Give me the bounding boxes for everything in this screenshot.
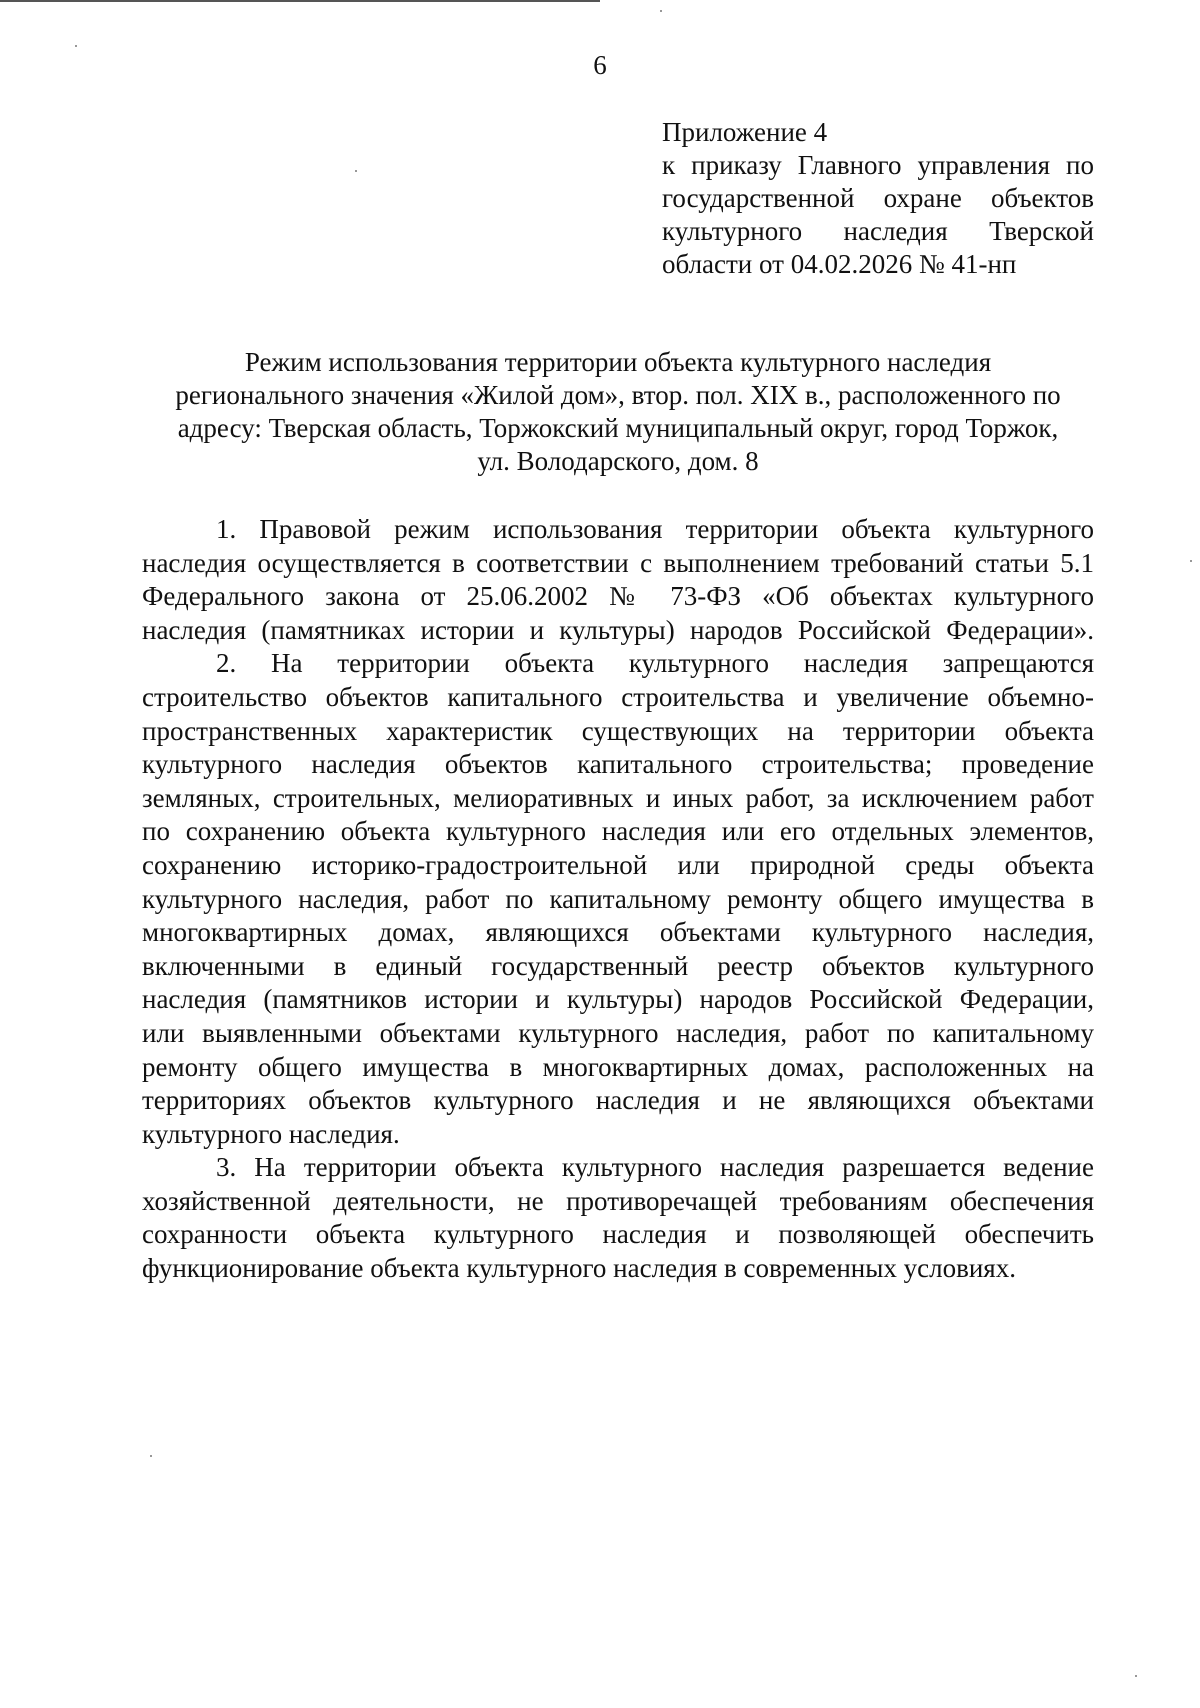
paragraph-line: сохранению историко-градостроительной или природной среды объекта (142, 849, 1094, 880)
paragraph-line: культурного наследия объектов капитального строительства; проведение (142, 749, 1094, 780)
appendix-line: области от 04.02.2026 № 41-нп (662, 249, 1017, 279)
paragraph-2 (142, 647, 1094, 1151)
title-line: Режим использования территории объекта культурного наследия (244, 347, 992, 377)
paragraph-line: пространственных характеристик существующих на территории объекта (142, 715, 1094, 746)
paragraph-line: хозяйственной деятельности, не противоречащей требованиям обеспечения (142, 1185, 1094, 1216)
scan-speck (660, 10, 662, 12)
document-title (142, 346, 1094, 478)
paragraph-line: включенными в единый государственный реестр объектов культурного (142, 950, 1094, 981)
scan-speck (355, 170, 357, 172)
paragraph-line: территориях объектов культурного наследия и не являющихся объектами (142, 1085, 1094, 1116)
paragraph-line: 1. Правовой режим использования территории объекта культурного (216, 514, 1094, 544)
paragraph-line: культурного наследия, работ по капитальному ремонту общего имущества в (142, 883, 1094, 914)
title-line: адресу: Тверская область, Торжокский муниципальный округ, город Торжок, (177, 413, 1059, 443)
paragraph-line: сохранности объекта культурного наследия и позволяющей обеспечить (142, 1219, 1094, 1250)
scan-speck (150, 1455, 152, 1457)
scan-speck (1135, 1675, 1137, 1677)
paragraph-line: земляных, строительных, мелиоративных и иных работ, за исключением работ (142, 782, 1094, 813)
document-body (142, 513, 1094, 1286)
paragraph-line: или выявленными объектами культурного наследия, работ по капитальному (142, 1017, 1094, 1048)
appendix-line: культурного наследия Тверской (662, 216, 1094, 246)
appendix-line: государственной охране объектов (662, 183, 1094, 213)
paragraph-line: Федерального закона от 25.06.2002 № 73-ФЗ «Об объектах культурного (142, 581, 1094, 612)
paragraph-line: наследия (памятников истории и культуры) народов Российской Федерации, (142, 984, 1094, 1015)
title-line: ул. Володарского, дом. 8 (477, 446, 759, 476)
paragraph-line: по сохранению объекта культурного наследия или его отдельных элементов, (142, 816, 1094, 847)
scan-edge-line (0, 0, 600, 2)
title-line: регионального значения «Жилой дом», втор. пол. XIX в., расположенного по (175, 380, 1061, 410)
appendix-block (662, 116, 1094, 281)
paragraph-line: 2. На территории объекта культурного наследия запрещаются (216, 648, 1094, 679)
paragraph-line: наследия осуществляется в соответствии с выполнением требований статьи 5.1 (142, 547, 1094, 578)
paragraph-1 (142, 513, 1094, 647)
paragraph-line: многоквартирных домах, являющихся объектами культурного наследия, (142, 917, 1094, 948)
appendix-line: к приказу Главного управления по (662, 150, 1094, 180)
paragraph-line: ремонту общего имущества в многоквартирных домах, расположенных на (142, 1051, 1094, 1082)
scan-speck (1190, 560, 1192, 562)
paragraph-line: строительство объектов капитального строительства и увеличение объемно- (142, 681, 1094, 712)
paragraph-line: культурного наследия. (142, 1118, 400, 1149)
paragraph-line: 3. На территории объекта культурного наследия разрешается ведение (216, 1152, 1094, 1183)
appendix-line: Приложение 4 (662, 117, 828, 147)
paragraph-line: функционирование объекта культурного наследия в современных условиях. (142, 1253, 1016, 1284)
paragraph-line: наследия (памятниках истории и культуры) народов Российской Федерации». (142, 614, 1094, 645)
scan-speck (75, 45, 77, 47)
page-number: 6 (593, 50, 607, 80)
paragraph-3 (142, 1151, 1094, 1285)
